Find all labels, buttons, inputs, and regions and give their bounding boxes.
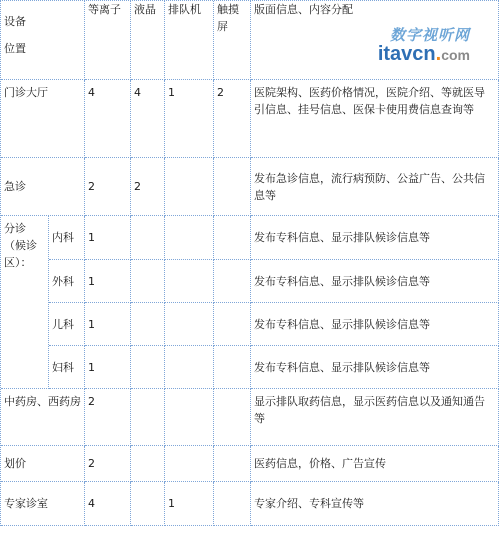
row-queue-machine [165,158,214,216]
table-row [1,389,499,446]
row-lcd [131,346,165,389]
table-row [1,80,499,158]
header-device-location [1,1,85,80]
table-row [1,446,499,482]
row-touchscreen [214,446,251,482]
row-plasma: 1 [85,346,131,389]
row-content: 发布专科信息、显示排队候诊信息等 [251,346,499,389]
row-queue-machine [165,446,214,482]
row-location: 门诊大厅 [1,80,85,158]
row-lcd [131,446,165,482]
watermark-cn: 数字视听网 [389,26,470,44]
row-plasma: 2 [85,389,131,446]
row-queue-machine [165,303,214,346]
table-row [1,260,499,303]
table-row [1,303,499,346]
row-lcd [131,482,165,526]
row-touchscreen [214,389,251,446]
row-lcd: 2 [131,158,165,216]
row-touchscreen [214,158,251,216]
row-location: 划价 [1,446,85,482]
row-touchscreen [214,216,251,260]
row-content: 医院架构、医药价格情况，医院介绍、等就医导引信息、挂号信息、医保卡使用费信息查询等 [251,80,499,158]
row-queue-machine [165,260,214,303]
row-lcd [131,389,165,446]
header-plasma: 等离子 [85,1,131,80]
row-touchscreen [214,482,251,526]
row-sub-department: 妇科 [49,346,85,389]
row-location: 专家诊室 [1,482,85,526]
row-location: 中药房、西药房 [1,389,85,446]
row-content: 显示排队取药信息，显示医药信息以及通知通告等 [251,389,499,446]
row-content: 发布专科信息、显示排队候诊信息等 [251,216,499,260]
row-lcd [131,303,165,346]
row-sub-department: 内科 [49,216,85,260]
row-queue-machine: 1 [165,482,214,526]
row-touchscreen [214,346,251,389]
watermark-en: itavcn.com [377,43,470,65]
row-plasma: 1 [85,303,131,346]
row-lcd: 4 [131,80,165,158]
header-row [1,1,499,80]
row-content: 医药信息，价格、广告宣传 [251,446,499,482]
row-plasma: 4 [85,80,131,158]
row-lcd [131,216,165,260]
table-row [1,158,499,216]
row-touchscreen [214,260,251,303]
row-location: 急诊 [1,158,85,216]
row-content: 发布急诊信息，流行病预防、公益广告、公共信息等 [251,158,499,216]
row-lcd [131,260,165,303]
header-lcd: 液晶 [131,1,165,80]
header-touchscreen: 触摸屏 [214,1,251,80]
header-device: 设备 [4,15,26,28]
header-content: 版面信息、内容分配 [251,1,499,80]
header-location: 位置 [4,42,26,55]
table-row [1,346,499,389]
row-plasma: 1 [85,216,131,260]
row-sub-department: 儿科 [49,303,85,346]
row-clinic-group: 分诊（候诊区）： [1,216,49,389]
table-row [1,216,499,260]
header-queue-machine: 排队机 [165,1,214,80]
row-plasma: 2 [85,446,131,482]
row-plasma: 4 [85,482,131,526]
row-touchscreen: 2 [214,80,251,158]
row-touchscreen [214,303,251,346]
row-queue-machine [165,346,214,389]
row-sub-department: 外科 [49,260,85,303]
row-queue-machine: 1 [165,80,214,158]
table-row [1,482,499,526]
row-queue-machine [165,389,214,446]
row-queue-machine [165,216,214,260]
row-plasma: 2 [85,158,131,216]
row-content: 发布专科信息、显示排队候诊信息等 [251,260,499,303]
row-plasma: 1 [85,260,131,303]
row-content: 发布专科信息、显示排队候诊信息等 [251,303,499,346]
row-content: 专家介绍、专科宣传等 [251,482,499,526]
